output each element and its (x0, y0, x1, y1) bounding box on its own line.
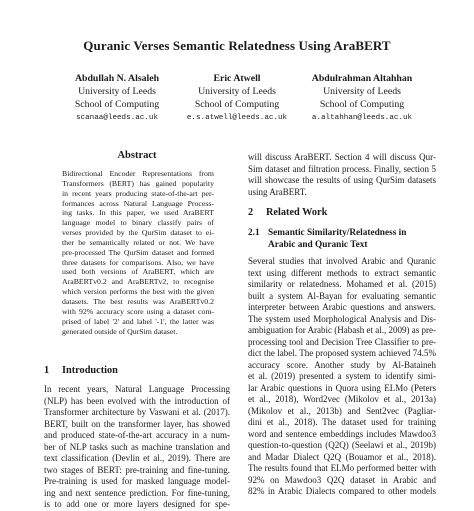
body-line: two stages of BERT: pre-training and fine-tuning. (44, 464, 230, 475)
body-line: built a system Al-Bayan for evaluating semantic (248, 290, 436, 301)
abstract-heading: Abstract (117, 150, 157, 161)
abstract-line: pre-processed The QurSim dataset and formed (62, 247, 214, 257)
body-line: The system used Morphological Analysis and Dis- (248, 313, 436, 324)
abstract-line: formances across Natural Language Process- (62, 198, 214, 208)
section-number: 2 (248, 207, 254, 218)
body-line: dict the label. The proposed system achieved 74.5% (248, 348, 436, 358)
abstract-body (62, 169, 214, 336)
body-line: will showcase the results of using QurSim datasets (248, 175, 436, 185)
right-column-intro-continuation (248, 152, 436, 198)
body-line: similarity or relatedness. Mohamed et al. (2015) (248, 279, 436, 289)
subsection-title-line-2: Arabic and Quranic Text (268, 239, 368, 250)
abstract-line: language model to binary classify pairs of (62, 218, 214, 228)
body-line: Sim dataset and filtration process. Finally, section 5 (248, 163, 436, 174)
author-affiliation: University of Leeds (78, 86, 156, 97)
body-line: 92% on Mawdoo3 Q2Q dataset in Arabic and (248, 474, 436, 485)
body-line: ambiguation for Arabic (Habash et al., 2009) as pre- (248, 325, 436, 335)
introduction-body (44, 384, 230, 511)
body-line: In recent years, Natural Language Processing (44, 384, 230, 394)
body-line: is to add one or more layers designed for spe- (44, 499, 230, 509)
section-number: 1 (44, 365, 50, 376)
body-line: The results found that ELMo performed better with (248, 463, 436, 473)
author-block-2 (172, 72, 302, 125)
section-title: Introduction (62, 365, 118, 376)
body-line: Transformer architecture by Vaswani et al. (2017). (44, 407, 230, 417)
author-name: Abdullah N. Alsaleh (74, 73, 160, 84)
body-line: ber of NLP tasks such as machine translation and (44, 441, 230, 452)
body-line: BERT, built on the transformer layer, has showed (44, 418, 230, 429)
abstract-line: which version performs the best with the given (62, 287, 214, 297)
author-name: Abdulrahman Altahhan (311, 73, 413, 84)
paper-title: Quranic Verses Semantic Relatedness Using AraBERT (83, 38, 391, 53)
author-email: e.s.atwell@leeds.ac.uk (186, 114, 288, 122)
body-line: et al., 2018), Word2vec (Mikolov et al., 2013a) (248, 394, 436, 404)
author-affiliation: University of Leeds (323, 86, 401, 97)
abstract-line: with 92% accuracy score using a dataset com- (62, 306, 214, 316)
abstract-line: ing tasks. In this paper, we used AraBERT (62, 208, 214, 218)
section-heading-related-work (248, 207, 327, 218)
abstract-line: verses provided by the QurSim dataset to ei- (62, 228, 214, 238)
abstract-line: Transformers (BERT) has gained popularity (62, 178, 214, 188)
abstract-line: used both versions of AraBERT, which are (62, 267, 214, 277)
abstract-line: ther be semantically related or not. We have (62, 237, 214, 247)
body-line: ing and next sentence prediction. For fine-tuning, (44, 487, 230, 498)
body-line: accuracy score. Another study by Al-Bataineh (248, 359, 436, 370)
body-line: lar Arabic questions in Quora using ELMo (Peters (248, 382, 436, 393)
abstract-line: in recent years producing state-of-the-art per- (62, 188, 214, 198)
author-block-3 (292, 72, 432, 125)
body-line: and produced state-of-the-art accuracy in a num- (44, 430, 230, 440)
body-line: Pre-training is used for masked language model- (44, 476, 230, 486)
body-line: question-to-question (Q2Q) (Seelawi et al., 2019b) (248, 440, 436, 450)
abstract-line: prised of label '2' and label '-1', the latter was (62, 316, 214, 326)
author-department: School of Computing (319, 99, 405, 110)
author-name: Eric Atwell (213, 73, 261, 84)
body-line: Several studies that involved Arabic and Quranic (248, 256, 436, 266)
body-line: and Madar Dialect Q2Q (Bouamor et al., 2018). (248, 451, 436, 462)
body-line: 82% in Arabic Dialects compared to other models (248, 486, 436, 496)
body-line: (Mikolov et al., 2013b) and Sent2vec (Pagliar- (248, 405, 436, 416)
body-line: et al. (2019) presented a system to identify simi- (248, 371, 436, 381)
author-department: School of Computing (74, 99, 160, 110)
abstract-line: Bidirectional Encoder Representations from (62, 169, 214, 178)
section-heading-introduction (44, 365, 118, 376)
author-affiliation: University of Leeds (198, 86, 276, 97)
subsection-title-line-1: Semantic Similarity/Relatedness in (268, 228, 407, 238)
abstract-line: AraBERTv0.2 and AraBERTv2, to recognise (62, 277, 214, 287)
body-line: dini et al., 2018). The dataset used for training (248, 417, 436, 427)
abstract-line: datasets. The best results was AraBERTv0.2 (62, 296, 214, 306)
body-line: word and sentence embeddings includes Mawdoo3 (248, 428, 436, 439)
section-title: Related Work (266, 207, 328, 218)
author-department: School of Computing (194, 99, 280, 110)
body-line: processing tool and Decision Tree Classifier to pre- (248, 336, 436, 347)
subsection-heading-semantic-similarity (248, 228, 436, 251)
subsection-number: 2.1 (248, 228, 260, 238)
body-line: using AraBERT. (248, 186, 307, 197)
body-line: text classification (Devlin et al., 2019). There are (44, 453, 230, 463)
body-line: will discuss AraBERT. Section 4 will discuss Qur- (248, 152, 436, 162)
related-work-body (248, 256, 436, 498)
author-block-1 (52, 72, 182, 125)
author-email: a.altahhan@leeds.ac.uk (311, 114, 413, 122)
abstract-line: generated outside of QurSim dataset. (62, 326, 178, 336)
body-line: text using different methods to extract semantic (248, 267, 436, 278)
author-email: scanaa@leeds.ac.uk (75, 114, 159, 122)
body-line: interpreter between Arabic questions and answers. (248, 302, 436, 312)
body-line: (NLP) has been evolved with the introduction of (44, 395, 230, 406)
abstract-line: three datasets for comparisons. Also, we have (62, 257, 214, 267)
